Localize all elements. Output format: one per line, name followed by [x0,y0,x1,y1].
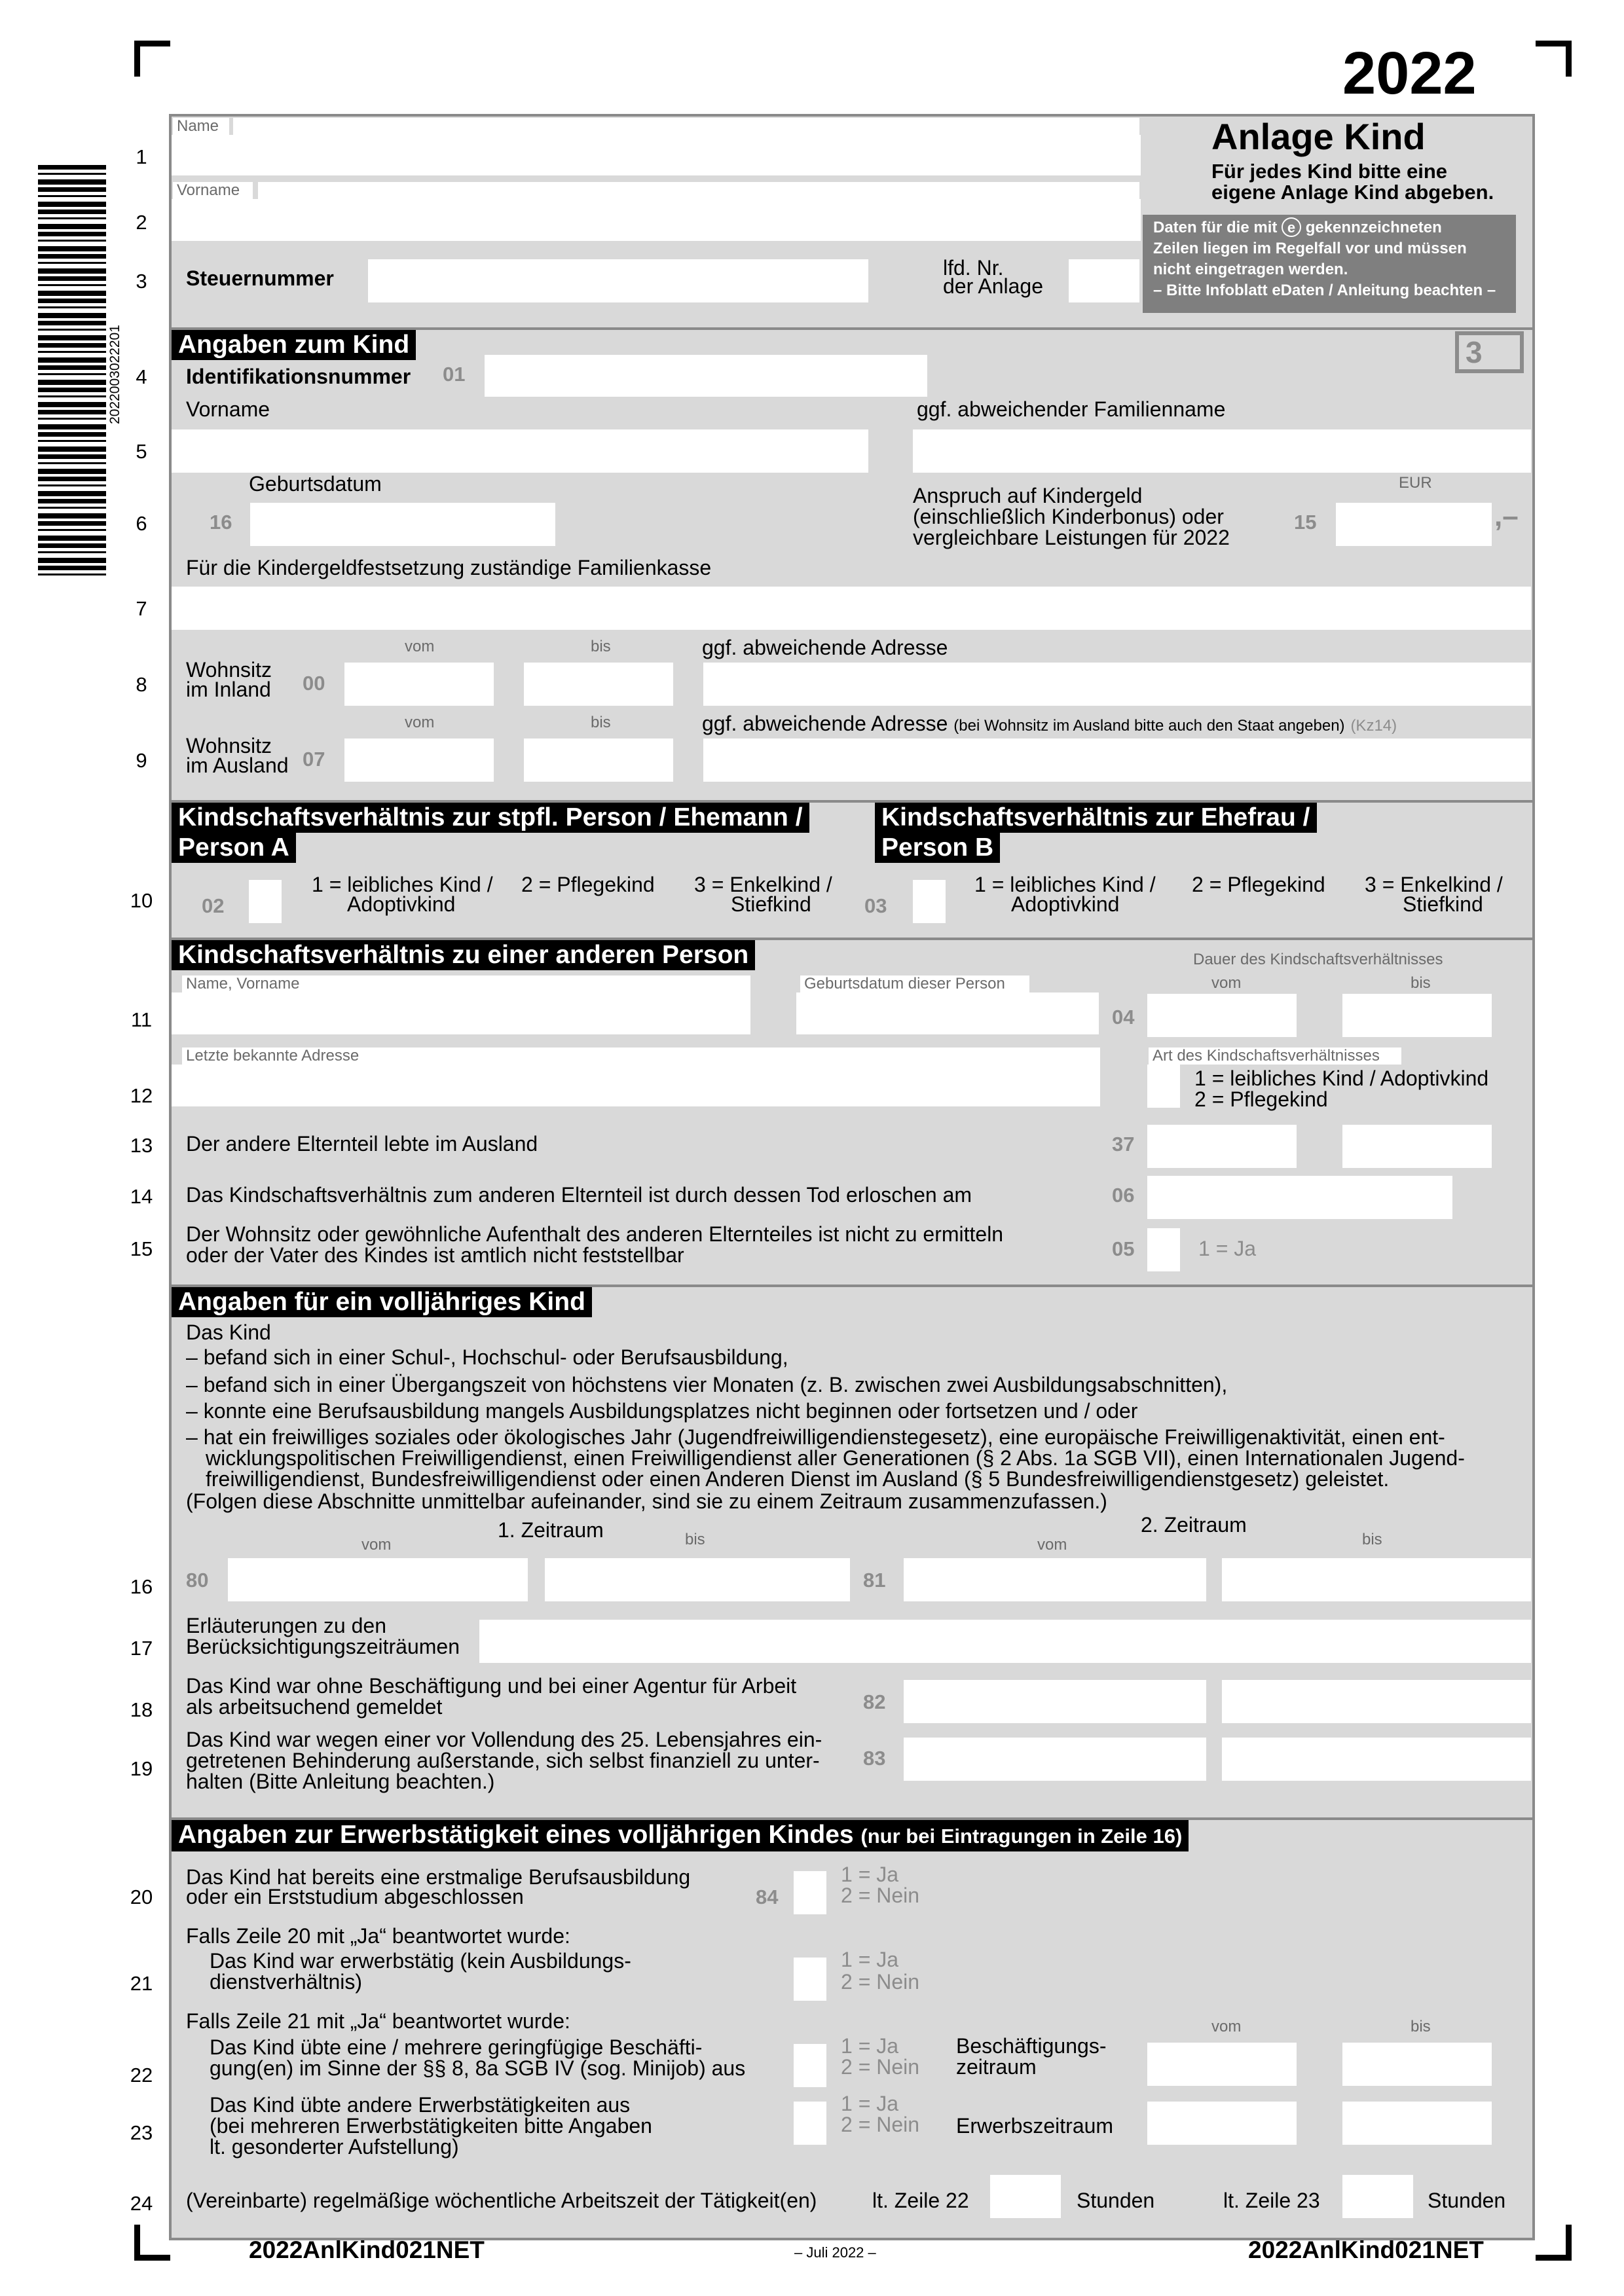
r23-label-1: Das Kind übte andere Erwerbstätigkeiten aus [210,2093,631,2117]
e-marker-icon: e [1282,217,1301,237]
zeitraum-1-label: 1. Zeitraum [498,1518,604,1542]
behinderung-label-1: Das Kind war wegen einer vor Vollendung des 25. Lebensjahres ein- [186,1728,822,1751]
row-number: 8 [136,673,147,696]
code-00: 00 [303,672,325,695]
erwerb-bis-field[interactable] [1342,2102,1492,2145]
ausland-bis-field-2[interactable] [1342,1125,1492,1168]
art-label: Art des Kindschaftsverhältnisses [1149,1048,1401,1065]
opt-pflegekind-label: 2 = Pflegekind [521,873,655,896]
arbeitsuchend-vom-field[interactable] [904,1680,1206,1723]
section-header-erwerb [172,1820,1189,1851]
crop-mark-bottom-right [1536,2225,1572,2261]
code-81: 81 [863,1569,886,1592]
footer-form-id-right: 2022AnlKind021NET [1248,2236,1484,2263]
eur-label: EUR [1399,474,1432,492]
arbeitsuchend-bis-field[interactable] [1222,1680,1531,1723]
row-number: 18 [130,1698,153,1721]
lfd-nr-field[interactable] [1069,259,1139,302]
barcode-number: 2022003022201 [107,325,122,424]
opt-enkelkind-label: 3 = Enkelkind / [694,873,832,896]
footer-date: – Juli 2022 – [794,2244,876,2261]
nein-option: 2 = Nein [841,2055,920,2079]
volljaehrig-text-4: – konnte eine Berufsausbildung mangels Ausbildungsplatzes nicht beginnen oder fortsetzen und / oder [186,1399,1138,1423]
erwerb-header-sub: (nur bei Eintragungen in Zeile 16) [860,1825,1183,1848]
lfd-nr-label-2: der Anlage [943,274,1044,298]
code-84: 84 [756,1886,779,1908]
vom-label: vom [1211,2018,1242,2035]
ja-option: 1 = Ja [841,1948,899,1971]
code-83: 83 [863,1747,886,1770]
vom-label: vom [361,1536,392,1554]
ausland-label-2: im Ausland [186,754,289,777]
steuernummer-label: Steuernummer [186,266,334,290]
code-37: 37 [1112,1133,1135,1156]
code-05: 05 [1112,1237,1135,1260]
name-field[interactable] [172,135,1141,175]
r20-label-1: Das Kind hat bereits eine erstmalige Berufsausbildung [186,1865,691,1889]
edaten-info-box [1143,215,1516,313]
volljaehrig-text-7: freiwilligendienst, Bundesfreiwilligendienst oder einen Anderen Dienst im Ausland (§ 5 Bundesfreiwilligendienstgesetz) geleistet. [206,1467,1390,1491]
inland-bis-field[interactable] [524,663,673,706]
familienkasse-label: Für die Kindergeldfestsetzung zuständige Familienkasse [186,556,712,579]
lt-zeile-23-label: lt. Zeile 23 [1223,2189,1320,2212]
row-number: 19 [130,1757,153,1780]
beschaeftigungszeitraum-label-1: Beschäftigungs- [956,2034,1107,2058]
row-number: 16 [130,1575,153,1598]
inland-vom-field[interactable] [344,663,494,706]
r22-label-1: Das Kind übte eine / mehrere geringfügige Beschäfti- [210,2035,703,2059]
volljaehrig-text-2: – befand sich in einer Schul-, Hochschul- oder Berufsausbildung, [186,1345,788,1369]
tod-field[interactable] [1147,1176,1452,1219]
opt-adoptiv-label: Adoptivkind [347,892,456,916]
bis-label: bis [591,638,611,655]
zeitraum-2-bis-field[interactable] [1222,1558,1531,1601]
beschaeftigung-bis-field[interactable] [1342,2043,1492,2086]
verh-a-field[interactable] [249,880,282,923]
r22-label-2: gung(en) im Sinne der §§ 8, 8a SGB IV (sog. Minijob) aus [210,2056,746,2080]
inland-label-2: im Inland [186,678,271,701]
ausland-bis-field[interactable] [524,738,673,782]
vom-label: vom [405,714,435,731]
geburtsdatum-field[interactable] [250,503,555,546]
ja-option: 1 = Ja [841,2092,899,2115]
andere-bis-field[interactable] [1342,994,1492,1037]
lfd-nr-label: lfd. Nr. [943,256,1004,280]
barcode [38,165,106,579]
dauer-label: Dauer des Kindschaftsverhältnisses [1193,951,1443,968]
beschaeftigung-vom-field[interactable] [1147,2043,1297,2086]
art-field[interactable] [1147,1065,1180,1108]
abw-adresse-hint: (bei Wohnsitz im Ausland bitte auch den Staat angeben) [953,717,1345,735]
code-16: 16 [210,511,232,534]
row-number: 10 [130,889,153,912]
code-80: 80 [186,1569,209,1592]
abw-adresse-label: ggf. abweichende Adresse [702,636,948,659]
info-line-4: – Bitte Infoblatt eDaten / Anleitung beachten – [1153,282,1496,299]
anspruch-label-3: vergleichbare Leistungen für 2022 [913,526,1230,549]
verh-b-field[interactable] [913,880,946,923]
ausland-vom-field-2[interactable] [1147,1125,1297,1168]
r23-field[interactable] [794,2102,826,2145]
anspruch-label-1: Anspruch auf Kindergeld [913,484,1143,507]
row-number: 7 [136,597,147,620]
anspruch-label-2: (einschließlich Kinderbonus) oder [913,505,1224,528]
opt-adoptiv-label-b: Adoptivkind [1011,892,1120,916]
opt-pflegekind-label-b: 2 = Pflegekind [1192,873,1325,896]
ja-option: 1 = Ja [841,2034,899,2058]
row-number: 9 [136,749,147,772]
row-number: 11 [130,1008,153,1031]
behinderung-bis-field[interactable] [1222,1738,1531,1781]
form-subtitle [1211,161,1494,203]
tod-label: Das Kindschaftsverhältnis zum anderen Elternteil ist durch dessen Tod erloschen am [186,1183,972,1207]
idnr-label: Identifikationsnummer [186,365,411,388]
nein-option: 2 = Nein [841,1970,920,1994]
code-03: 03 [864,894,887,917]
row-number: 23 [130,2121,153,2144]
bis-label: bis [1411,974,1431,992]
form-year: 2022 [1342,40,1477,107]
andere-vom-field[interactable] [1147,994,1297,1037]
row-number: 1 [136,145,147,168]
footer-form-id-left: 2022AnlKind021NET [249,2236,485,2263]
stunden-label: Stunden [1428,2189,1506,2212]
r21-field[interactable] [794,1958,826,2001]
vorname-field-header [258,182,1139,199]
andere-geburtsdatum-field[interactable] [796,993,1099,1034]
familienname-field[interactable] [913,429,1531,473]
section-header-verh-b-2: Person B [875,833,1000,863]
wohnsitz-label-1: Der Wohnsitz oder gewöhnliche Aufenthalt des anderen Elternteiles ist nicht zu ermitteln [186,1222,1004,1246]
row-number: 14 [130,1185,153,1208]
bis-label: bis [1411,2018,1431,2035]
erlaeuterungen-label-1: Erläuterungen zu den [186,1614,386,1637]
info-text: gekennzeichneten [1305,219,1442,236]
row-number: 20 [130,1886,153,1908]
nein-option: 2 = Nein [841,1884,920,1907]
ja-option: 1 = Ja [841,1863,899,1886]
row-number: 22 [130,2064,153,2086]
bis-label: bis [591,714,611,731]
code-02: 02 [202,894,225,917]
ausland-elternteil-label: Der andere Elternteil lebte im Ausland [186,1132,538,1156]
erwerb-header-text: Angaben zur Erwerbstätigkeit eines volljährigen Kindes [178,1821,854,1849]
section-header-verh-a-2: Person A [172,833,296,863]
r23-label-2: (bei mehreren Erwerbstätigkeiten bitte Angaben [210,2114,652,2138]
row-number: 13 [130,1134,153,1157]
wohnsitz-label-2: oder der Vater des Kindes ist amtlich nicht feststellbar [186,1243,684,1267]
vom-label: vom [405,638,435,655]
row-number: 24 [130,2192,153,2215]
form-number-box: 3 [1455,331,1524,373]
zeitraum-2-label: 2. Zeitraum [1141,1513,1247,1537]
behinderung-label-3: halten (Bitte Anleitung beachten.) [186,1770,495,1793]
r20-label-2: oder ein Erststudium abgeschlossen [186,1885,524,1908]
falls-20-label: Falls Zeile 20 mit „Ja“ beantwortet wurde: [186,1924,570,1948]
row-number: 2 [136,211,147,234]
form-subtitle-line-1: Für jedes Kind bitte eine [1211,160,1447,183]
volljaehrig-text-1: Das Kind [186,1321,271,1344]
steuernummer-field[interactable] [368,259,868,302]
ja-option: 1 = Ja [1198,1237,1257,1260]
kz14-label: (Kz14) [1350,717,1397,735]
erwerbszeitraum-label: Erwerbszeitraum [956,2114,1114,2138]
volljaehrig-text-5: – hat ein freiwilliges soziales oder ökologisches Jahr (Jugendfreiwilligendienstegesetz), eine europäische Freiwilligenaktivität, einen ent- [186,1425,1445,1449]
section-header-volljaehrig: Angaben für ein volljähriges Kind [172,1287,592,1317]
row-number: 3 [136,270,147,293]
opt-stiefkind-label-b: Stiefkind [1403,892,1483,916]
vom-label: vom [1211,974,1242,992]
cents-suffix: ,– [1494,500,1519,532]
info-text: Daten für die mit [1153,219,1278,236]
row-number: 4 [136,365,147,388]
r21-label-2: dienstverhältnis) [210,1970,362,1994]
row-number: 15 [130,1237,153,1260]
row-number: 17 [130,1637,153,1660]
code-07: 07 [303,748,325,771]
andere-geburtsdatum-label: Geburtsdatum dieser Person [800,975,1029,993]
opt-enkelkind-label-b: 3 = Enkelkind / [1365,873,1503,896]
code-04: 04 [1112,1006,1135,1029]
erlaeuterungen-label-2: Berücksichtigungszeiträumen [186,1635,460,1658]
opt-stiefkind-label: Stiefkind [731,892,811,916]
bis-label: bis [1362,1531,1382,1548]
behinderung-label-2: getretenen Behinderung außerstande, sich selbst finanziell zu unter- [186,1749,820,1772]
kind-vorname-field[interactable] [172,429,868,473]
erlaeuterungen-field[interactable] [479,1620,1531,1663]
erwerb-vom-field[interactable] [1147,2102,1297,2145]
volljaehrig-text-6: wicklungspolitischen Freiwilligendienst, einen Freiwilligendienst aller Generationen (§ 2 Abs. 1a SGB VII), einen Internationalen Jugend- [206,1446,1465,1470]
row-number: 21 [130,1972,153,1995]
vom-label: vom [1037,1536,1067,1554]
code-01: 01 [443,363,466,386]
section-header-verh-a-1: Kindschaftsverhältnis zur stpfl. Person / Ehemann / [172,803,809,833]
volljaehrig-text-8: (Folgen diese Abschnitte unmittelbar aufeinander, sind sie zu einem Zeitraum zusammenzufassen.) [186,1489,1107,1513]
familienkasse-field[interactable] [172,587,1531,630]
wohnsitz-field[interactable] [1147,1228,1180,1271]
info-line-1 [1153,217,1505,238]
idnr-field[interactable] [485,355,927,397]
crop-mark-top-right [1536,41,1572,77]
ausland-label-1: Wohnsitz [186,734,272,757]
abw-adresse-ausland-text: ggf. abweichende Adresse [702,712,948,735]
beschaeftigungszeitraum-label-2: zeitraum [956,2055,1037,2079]
r20-field[interactable] [794,1871,826,1914]
behinderung-vom-field[interactable] [904,1738,1206,1781]
ausland-vom-field[interactable] [344,738,494,782]
r24-label: (Vereinbarte) regelmäßige wöchentliche Arbeitszeit der Tätigkeit(en) [186,2189,817,2212]
info-line-3: nicht eingetragen werden. [1153,261,1348,278]
andere-name-field[interactable] [172,993,750,1034]
form-subtitle-line-2: eigene Anlage Kind abgeben. [1211,181,1494,204]
falls-21-label: Falls Zeile 21 mit „Ja“ beantwortet wurde: [186,2009,570,2033]
section-header-verh-b-1: Kindschaftsverhältnis zur Ehefrau / [875,803,1317,833]
ohne-beschaeftigung-label-1: Das Kind war ohne Beschäftigung und bei einer Agentur für Arbeit [186,1674,797,1698]
ohne-beschaeftigung-label-2: als arbeitsuchend gemeldet [186,1695,443,1719]
row-number: 5 [136,440,147,463]
stunden-23-field[interactable] [1342,2175,1413,2218]
adresse-label: Letzte bekannte Adresse [182,1048,384,1065]
crop-mark-top-left [134,41,170,77]
inland-adresse-field[interactable] [703,663,1531,706]
stunden-label: Stunden [1077,2189,1155,2212]
info-line-2: Zeilen liegen im Regelfall vor und müssen [1153,240,1467,257]
art-opt-1: 1 = leibliches Kind / Adoptivkind [1194,1066,1489,1090]
abw-adresse-ausland-label [702,712,1397,737]
r23-label-3: lt. gesonderter Aufstellung) [210,2135,459,2159]
zeitraum-2-vom-field[interactable] [904,1558,1206,1601]
kindergeld-field[interactable] [1336,503,1492,546]
adresse-field-header [384,1048,1100,1065]
name-field-header [233,118,1139,135]
crop-mark-bottom-left [134,2225,170,2261]
r22-field[interactable] [794,2044,826,2087]
section-header-kind: Angaben zum Kind [172,330,416,360]
andere-name-field-header [316,975,750,993]
code-82: 82 [863,1690,886,1713]
ausland-adresse-field[interactable] [703,738,1531,782]
vorname-label: Vorname [173,182,253,199]
adresse-field[interactable] [172,1065,1100,1106]
lt-zeile-22-label: lt. Zeile 22 [872,2189,969,2212]
row-number: 6 [136,512,147,535]
geburtsdatum-label: Geburtsdatum [249,472,382,496]
volljaehrig-text-3: – befand sich in einer Übergangszeit von höchstens vier Monaten (z. B. zwischen zwei Ausbildungsabschnitten), [186,1373,1228,1396]
name-label: Name [173,118,229,135]
art-opt-2: 2 = Pflegekind [1194,1087,1328,1111]
form-title: Anlage Kind [1211,116,1426,157]
zeitraum-1-bis-field[interactable] [545,1558,850,1601]
opt-leiblich-label-b: 1 = leibliches Kind / [974,873,1156,896]
code-15: 15 [1294,511,1317,534]
familienname-label: ggf. abweichender Familienname [917,397,1226,421]
section-header-andere: Kindschaftsverhältnis zu einer anderen Person [172,940,755,970]
andere-name-label: Name, Vorname [182,975,316,993]
stunden-22-field[interactable] [990,2175,1061,2218]
opt-leiblich-label: 1 = leibliches Kind / [312,873,493,896]
kind-vorname-label: Vorname [186,397,270,421]
row-number: 12 [130,1084,153,1107]
vorname-field[interactable] [172,199,1141,241]
zeitraum-1-vom-field[interactable] [228,1558,528,1601]
nein-option: 2 = Nein [841,2113,920,2136]
code-06: 06 [1112,1184,1135,1207]
bis-label: bis [685,1531,705,1548]
r21-label-1: Das Kind war erwerbstätig (kein Ausbildungs- [210,1949,631,1973]
inland-label-1: Wohnsitz [186,658,272,682]
